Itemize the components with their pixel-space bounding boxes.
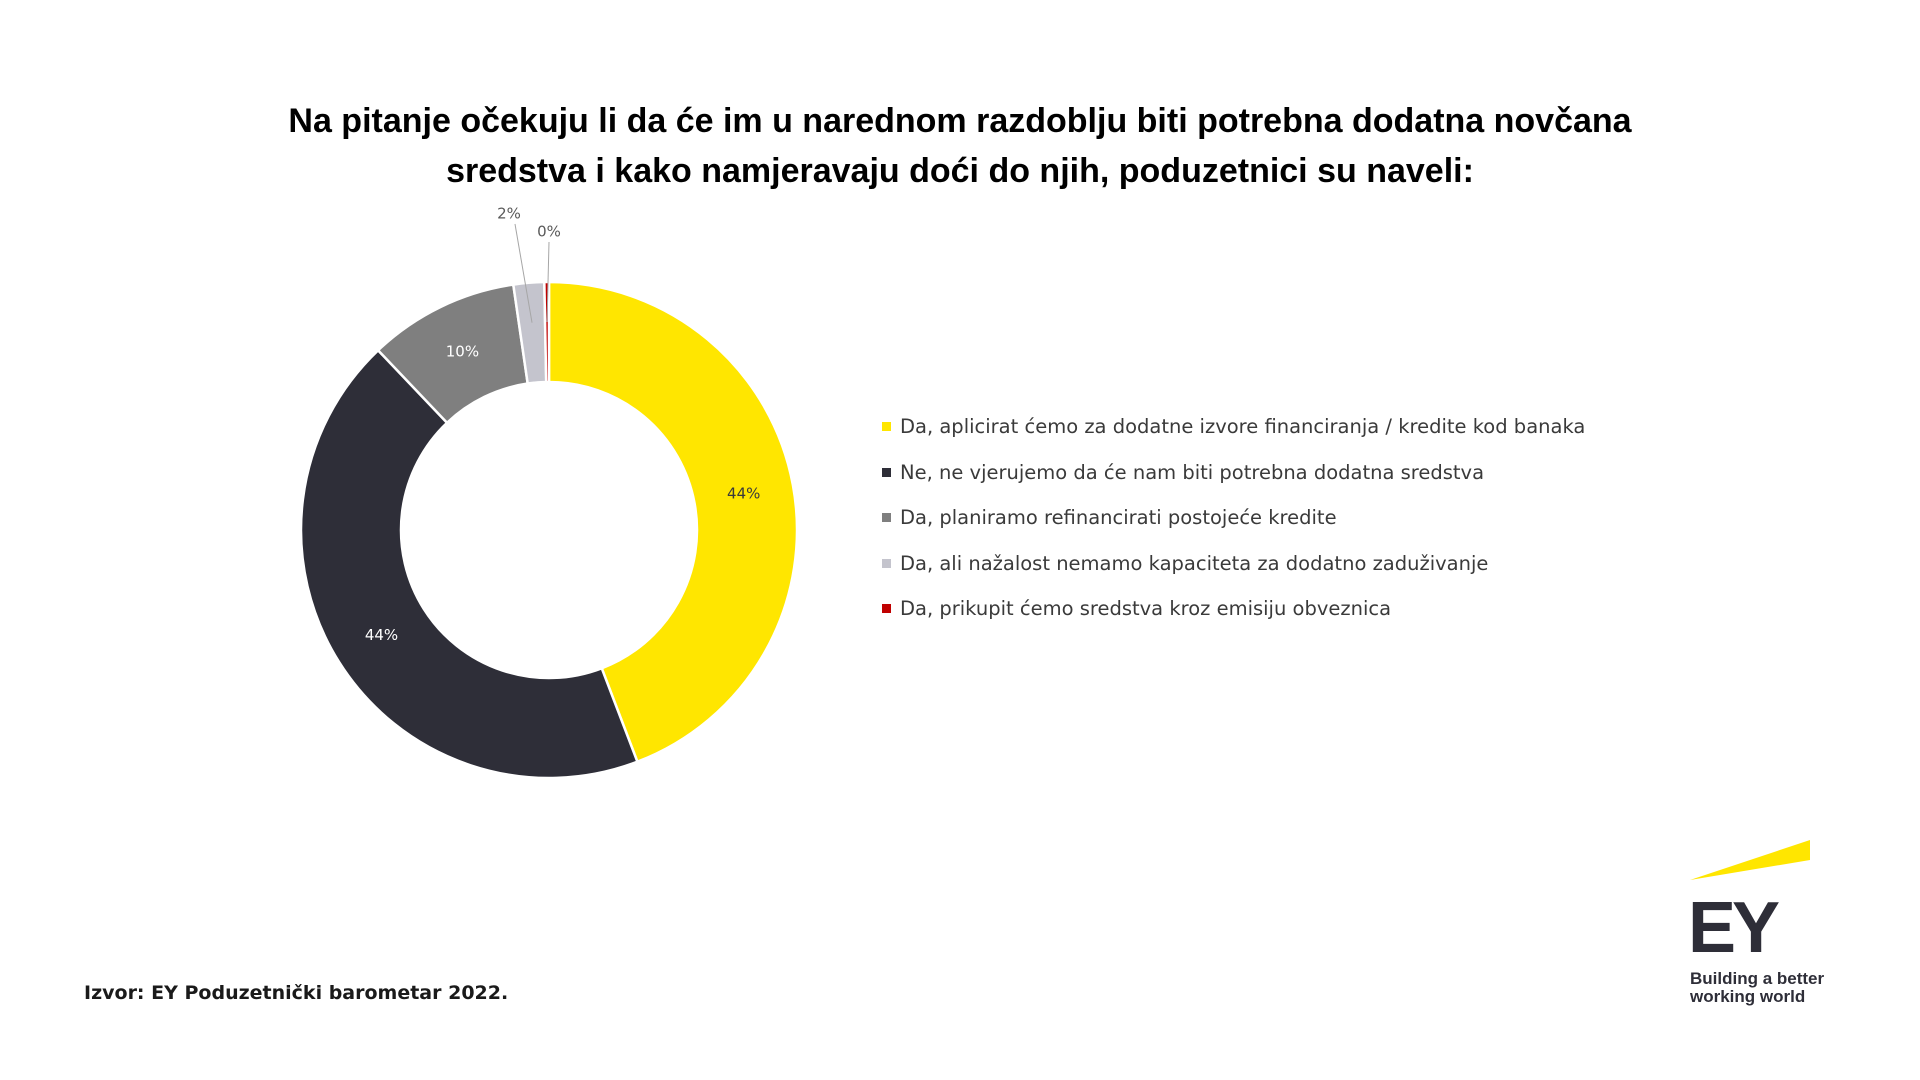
chart-legend xyxy=(882,404,1782,632)
ey-beam-icon xyxy=(1690,840,1810,880)
donut-slice-ne-ne-vjerujemo-da-ce-nam-biti-potrebna- xyxy=(301,350,637,778)
legend-label: Ne, ne vjerujemo da će nam biti potrebna dodatna sredstva xyxy=(900,460,1485,484)
ey-logo xyxy=(1690,840,1830,1010)
donut-slices xyxy=(301,282,797,778)
chart-title-line-1: Na pitanje očekuju li da će im u narednom razdoblju biti potrebna dodatna novčana xyxy=(288,102,1632,140)
donut-label-2: 44% xyxy=(364,626,399,645)
ey-logo-tagline xyxy=(1690,970,1824,1006)
donut-label-3: 10% xyxy=(445,342,480,361)
legend-label: Da, prikupit ćemo sredstva kroz emisiju obveznica xyxy=(900,597,1392,621)
legend-swatch xyxy=(882,604,891,613)
legend-swatch xyxy=(882,422,891,431)
source-note: Izvor: EY Poduzetnički barometar 2022. xyxy=(84,982,509,1004)
ey-tagline-line-2: working world xyxy=(1690,987,1806,1006)
legend-item xyxy=(882,495,1782,541)
legend-swatch xyxy=(882,468,891,477)
ey-logo-letters: EY xyxy=(1688,888,1777,968)
chart-title-line-2: sredstva i kako namjeravaju doći do njih, poduzetnici su naveli: xyxy=(446,152,1474,190)
donut-label-4: 2% xyxy=(497,204,521,223)
legend-item xyxy=(882,541,1782,587)
donut-slice-da-prikupit-cemo-sredstva-kroz-emisiju-o xyxy=(544,282,549,382)
ey-tagline-line-1: Building a better xyxy=(1690,969,1825,988)
legend-item xyxy=(882,450,1782,496)
legend-swatch xyxy=(882,513,891,522)
legend-swatch xyxy=(882,559,891,568)
legend-label: Da, ali nažalost nemamo kapaciteta za dodatno zaduživanje xyxy=(900,551,1489,575)
donut-label-1: 44% xyxy=(727,484,761,503)
legend-label: Da, planiramo refinancirati postojeće kredite xyxy=(900,506,1337,530)
legend-item xyxy=(882,404,1782,450)
donut-label-5: 0% xyxy=(537,222,561,241)
legend-label: Da, aplicirat ćemo za dodatne izvore financiranja / kredite kod banaka xyxy=(900,415,1586,439)
legend-item xyxy=(882,586,1782,632)
